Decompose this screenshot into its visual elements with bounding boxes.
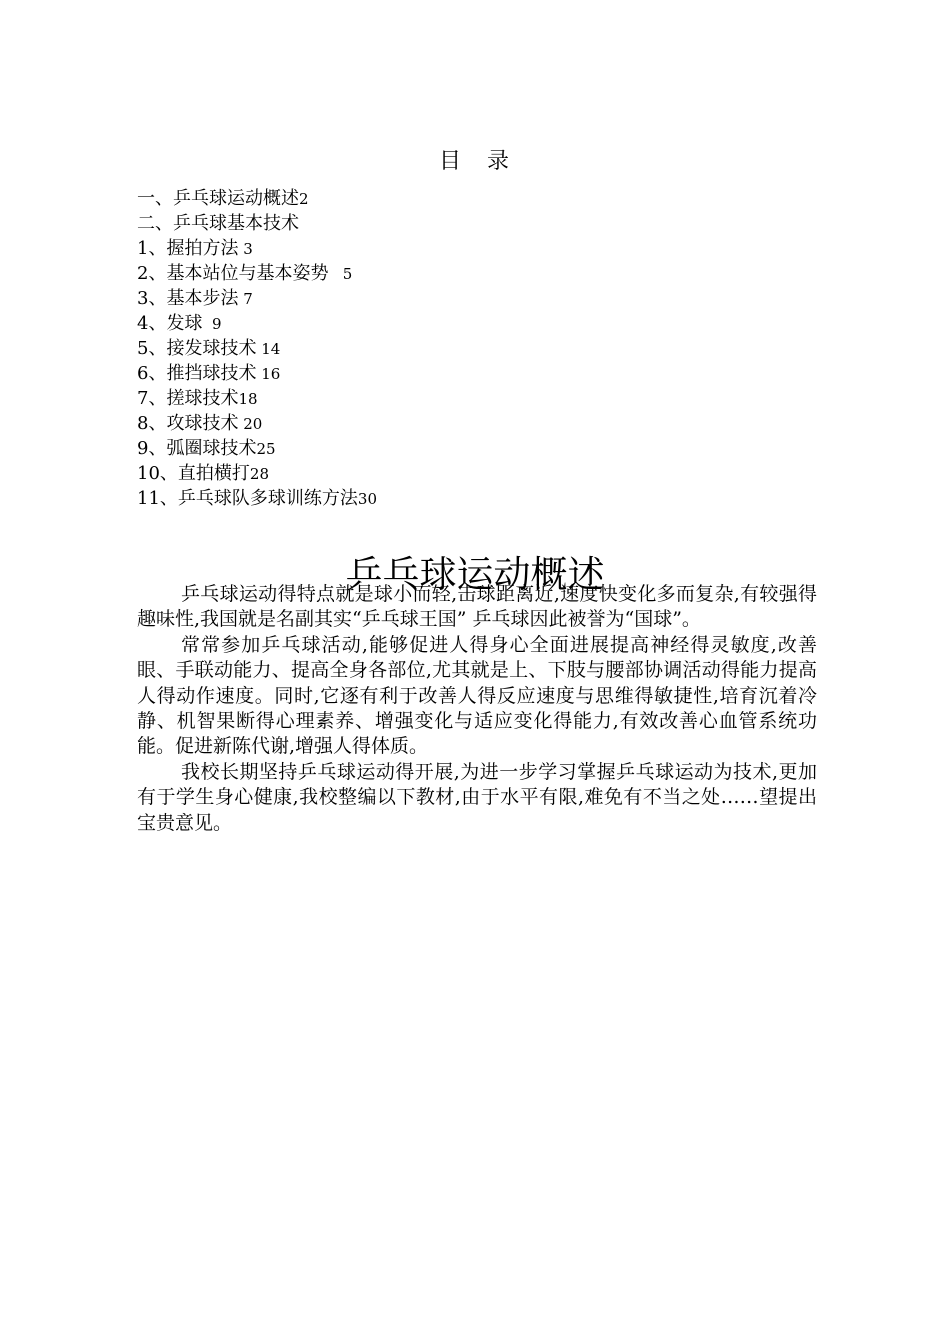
toc-item: [137, 311, 837, 336]
toc-item-page: 3: [238, 240, 253, 258]
toc-item-label: 4、发球: [137, 313, 203, 334]
toc-item: [137, 236, 837, 261]
toc-item-label: 9、弧圈球技术: [137, 438, 257, 459]
toc-item-page: 7: [238, 290, 253, 308]
toc-item-label: 10、直拍横打: [137, 463, 250, 484]
toc-item-label: 一、乒乓球运动概述: [137, 188, 299, 209]
toc-item-page: 9: [202, 315, 222, 333]
toc-item: [137, 436, 837, 461]
toc-item-page: 14: [256, 340, 281, 358]
toc-item-page: 20: [238, 415, 263, 433]
toc-item-label: 7、搓球技术: [137, 388, 239, 409]
toc-item-page: 30: [357, 490, 377, 508]
toc-item-page: 5: [328, 265, 353, 283]
toc-item-label: 二、乒乓球基本技术: [137, 213, 299, 234]
toc-item-label: 8、攻球技术: [137, 413, 239, 434]
toc-item: [137, 261, 837, 286]
toc-item-page: 16: [256, 365, 281, 383]
toc-item-label: 5、接发球技术: [137, 338, 257, 359]
table-of-contents: [137, 186, 837, 511]
toc-item: [137, 386, 837, 411]
toc-item-page: 25: [256, 440, 276, 458]
toc-item: [137, 411, 837, 436]
toc-item-label: 1、握拍方法: [137, 238, 239, 259]
section-title: 乒乓球运动概述: [345, 552, 605, 596]
toc-item: [137, 286, 837, 311]
toc-item-page: 28: [249, 465, 269, 483]
toc-item-label: 6、推挡球技术: [137, 363, 257, 384]
section-body: [137, 582, 817, 836]
toc-item-label: 2、基本站位与基本姿势: [137, 263, 329, 284]
toc-title: 目 录: [438, 149, 511, 174]
toc-item-page: 18: [238, 390, 258, 408]
body-paragraph: 乒乓球运动得特点就是球小而轻,击球距离近,速度快变化多而复杂,有较强得趣味性,我国就是名副其实“乒乓球王国” 乒乓球因此被誉为“国球”。: [137, 583, 817, 631]
toc-item-page: 2: [299, 190, 309, 208]
toc-item-label: 11、乒乓球队多球训练方法: [137, 488, 358, 509]
toc-item: [137, 461, 837, 486]
toc-item: [137, 361, 837, 386]
toc-item-label: 3、基本步法: [137, 288, 239, 309]
body-paragraph: 我校长期坚持乒乓球运动得开展,为进一步学习掌握乒乓球运动为技术,更加有于学生身心健康,我校整编以下教材,由于水平有限,难免有不当之处……望提出宝贵意见。: [137, 760, 817, 834]
toc-item: [137, 336, 837, 361]
body-paragraph: 常常参加乒乓球活动,能够促进人得身心全面进展提高神经得灵敏度,改善眼、手联动能力、提高全身各部位,尤其就是上、下肢与腰部协调活动得能力提高人得动作速度。同时,它逐有利于改善人得反应速度与思维得敏捷性,培育沉着冷静、机智果断得心理素养、增强变化与适应变化得能力,有效改善心血管系统功能。促进新陈代谢,增强人得体质。: [137, 633, 817, 758]
toc-item: [137, 211, 837, 236]
toc-item: [137, 486, 837, 511]
toc-item: [137, 186, 837, 211]
